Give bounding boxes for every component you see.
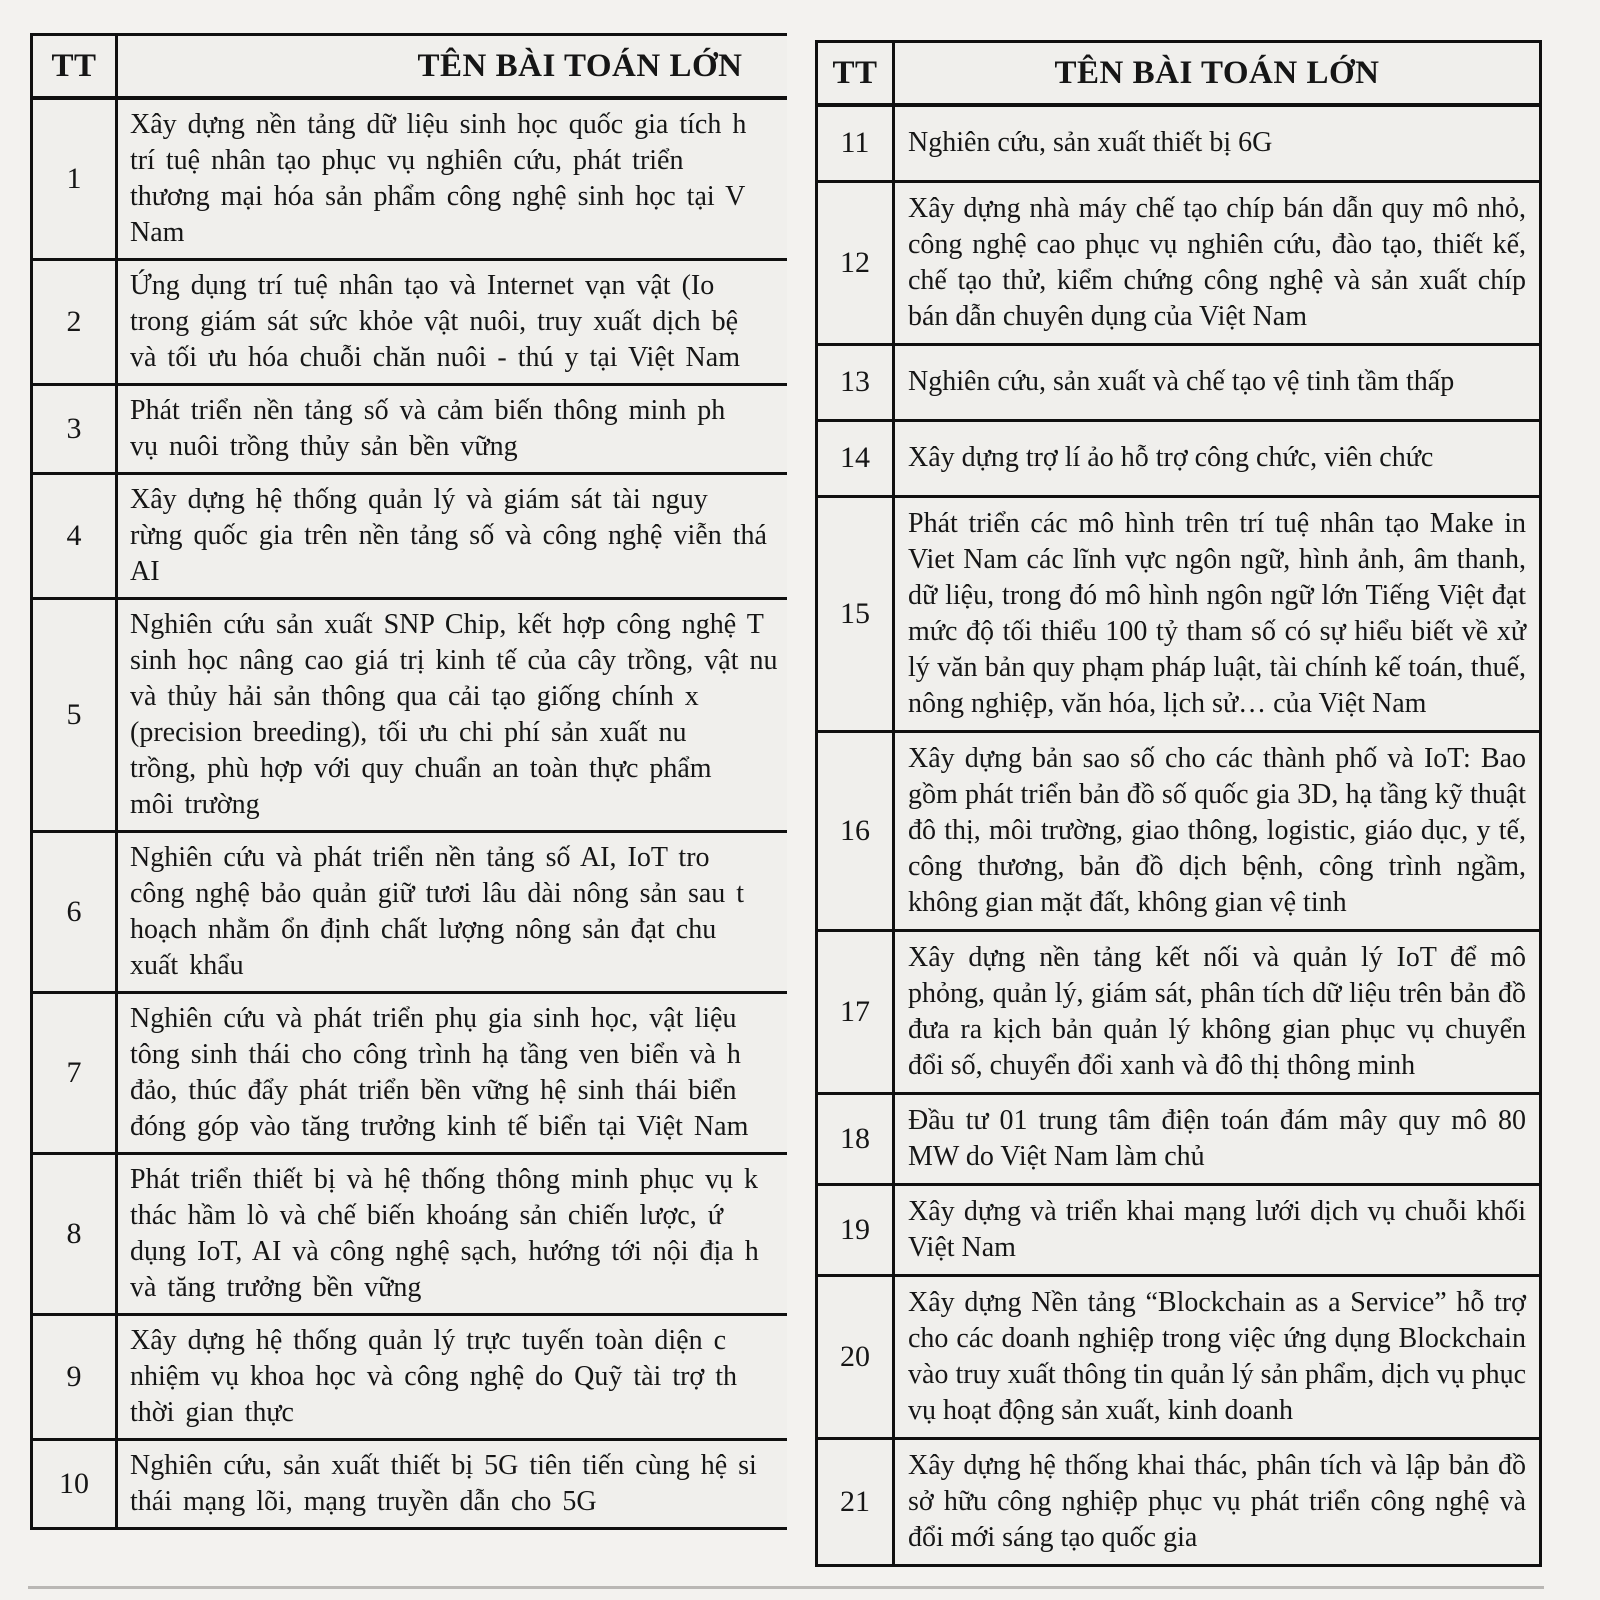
task-cell	[117, 993, 788, 1154]
col-header-tt: TT	[817, 42, 894, 106]
task-cell: Xây dựng nền tảng kết nối và quản lý IoT để mô phỏng, quản lý, giám sát, phân tích dữ liệu trên bản đồ đưa ra kịch bản quản lý không gian phục vụ chuyển đổi số, chuyển đổi xanh và đô thị thông minh	[894, 930, 1541, 1093]
row-number: 16	[817, 731, 894, 930]
table-row	[817, 181, 1541, 344]
row-number: 13	[817, 344, 894, 420]
row-number: 7	[32, 993, 117, 1154]
task-line: Nam	[130, 217, 185, 248]
task-cell	[117, 1440, 788, 1529]
problems-table-right	[815, 40, 1542, 1567]
row-number: 21	[817, 1438, 894, 1565]
task-cell	[117, 599, 788, 832]
row-number: 18	[817, 1093, 894, 1184]
table-row	[817, 105, 1541, 181]
header-row	[817, 42, 1541, 106]
task-line: Phát triển thiết bị và hệ thống thông minh phục vụ k	[130, 1164, 759, 1195]
task-line: và tối ưu hóa chuỗi chăn nuôi - thú y tại Việt Nam	[130, 342, 740, 373]
task-cell: Phát triển các mô hình trên trí tuệ nhân tạo Make in Viet Nam các lĩnh vực ngôn ngữ, hình ảnh, âm thanh, dữ liệu, trong đó mô hình ngôn ngữ lớn Tiếng Việt đạt mức độ tối thiểu 100 tỷ tham số có sự hiểu biết về xử lý văn bản quy phạm pháp luật, tài chính kế toán, thuế, nông nghiệp, văn hóa, lịch sử… của Việt Nam	[894, 496, 1541, 731]
table-row	[32, 993, 788, 1154]
task-line: Nghiên cứu và phát triển nền tảng số AI, IoT tro	[130, 842, 710, 873]
task-line: Phát triển nền tảng số và cảm biến thông minh ph	[130, 395, 726, 426]
row-number: 14	[817, 420, 894, 496]
row-number: 3	[32, 385, 117, 474]
table-row	[817, 344, 1541, 420]
task-line: trong giám sát sức khỏe vật nuôi, truy xuất dịch bệ	[130, 306, 739, 337]
row-number: 6	[32, 832, 117, 993]
task-line: và thủy hải sản thông qua cải tạo giống chính x	[130, 681, 699, 712]
table-row	[817, 1275, 1541, 1438]
row-number: 12	[817, 181, 894, 344]
task-cell	[117, 1154, 788, 1315]
task-cell: Xây dựng Nền tảng “Blockchain as a Service” hỗ trợ cho các doanh nghiệp trong việc ứng dụng Blockchain vào truy xuất thông tin quản lý sản phẩm, dịch vụ phục vụ hoạt động sản xuất, kinh doanh	[894, 1275, 1541, 1438]
task-line: Ứng dụng trí tuệ nhân tạo và Internet vạn vật (Io	[130, 270, 715, 301]
row-number: 1	[32, 98, 117, 260]
header-row	[32, 35, 788, 99]
task-cell: Nghiên cứu, sản xuất thiết bị 6G	[894, 105, 1541, 181]
row-number: 8	[32, 1154, 117, 1315]
task-line: Nghiên cứu sản xuất SNP Chip, kết hợp công nghệ T	[130, 609, 764, 640]
table-row	[32, 832, 788, 993]
row-number: 9	[32, 1315, 117, 1440]
task-line: tông sinh thái cho công trình hạ tầng ven biển và h	[130, 1039, 741, 1070]
task-cell	[117, 385, 788, 474]
task-line: trí tuệ nhân tạo phục vụ nghiên cứu, phát triển	[130, 145, 684, 176]
task-line: Nghiên cứu và phát triển phụ gia sinh học, vật liệu	[130, 1003, 737, 1034]
task-cell	[117, 474, 788, 599]
table-row	[32, 98, 788, 260]
task-line: thác hầm lò và chế biến khoáng sản chiến lược, ứ	[130, 1200, 723, 1231]
right-table-region	[815, 40, 1542, 1567]
table-row	[817, 1093, 1541, 1184]
task-line: thời gian thực	[130, 1397, 294, 1428]
table-row	[32, 260, 788, 385]
task-line: thương mại hóa sản phẩm công nghệ sinh học tại V	[130, 181, 746, 212]
divider-line	[28, 1586, 1544, 1589]
table-row	[32, 1315, 788, 1440]
left-table-region	[30, 33, 787, 1573]
task-line: công nghệ bảo quản giữ tươi lâu dài nông sản sau t	[130, 878, 745, 909]
table-row	[32, 1440, 788, 1529]
task-line: và tăng trưởng bền vững	[130, 1272, 422, 1303]
row-number: 10	[32, 1440, 117, 1529]
task-line: thái mạng lõi, mạng truyền dẫn cho 5G	[130, 1486, 597, 1517]
task-cell	[117, 260, 788, 385]
task-cell	[117, 832, 788, 993]
task-line: nhiệm vụ khoa học và công nghệ do Quỹ tài trợ th	[130, 1361, 738, 1392]
task-cell: Xây dựng trợ lí ảo hỗ trợ công chức, viên chức	[894, 420, 1541, 496]
col-header-name: TÊN BÀI TOÁN LỚN	[894, 42, 1541, 106]
table-row	[32, 1154, 788, 1315]
row-number: 11	[817, 105, 894, 181]
task-line: môi trường	[130, 789, 260, 820]
task-cell: Xây dựng hệ thống khai thác, phân tích và lập bản đồ sở hữu công nghiệp phục vụ phát triển công nghệ và đổi mới sáng tạo quốc gia	[894, 1438, 1541, 1565]
task-cell: Xây dựng nhà máy chế tạo chíp bán dẫn quy mô nhỏ, công nghệ cao phục vụ nghiên cứu, đào tạo, thiết kế, chế tạo thử, kiểm chứng công nghệ và sản xuất chíp bán dẫn chuyên dụng của Việt Nam	[894, 181, 1541, 344]
task-line: rừng quốc gia trên nền tảng số và công nghệ viễn thá	[130, 520, 767, 551]
table-row	[817, 496, 1541, 731]
task-cell	[117, 98, 788, 260]
row-number: 2	[32, 260, 117, 385]
task-line: đóng góp vào tăng trưởng kinh tế biển tại Việt Nam	[130, 1111, 749, 1142]
task-cell: Đầu tư 01 trung tâm điện toán đám mây quy mô 80 MW do Việt Nam làm chủ	[894, 1093, 1541, 1184]
task-line: AI	[130, 556, 160, 587]
task-line: trồng, phù hợp với quy chuẩn an toàn thực phẩm	[130, 753, 712, 784]
row-number: 5	[32, 599, 117, 832]
table-row	[817, 420, 1541, 496]
table-row	[32, 474, 788, 599]
row-number: 15	[817, 496, 894, 731]
task-line: Xây dựng hệ thống quản lý trực tuyến toàn diện c	[130, 1325, 726, 1356]
table-row	[32, 385, 788, 474]
task-line: dụng IoT, AI và công nghệ sạch, hướng tới nội địa h	[130, 1236, 759, 1267]
task-line: (precision breeding), tối ưu chi phí sản xuất nu	[130, 717, 687, 748]
task-cell	[117, 1315, 788, 1440]
table-row	[817, 930, 1541, 1093]
problems-table-left	[30, 33, 787, 1530]
table-row	[817, 1184, 1541, 1275]
table-row	[32, 599, 788, 832]
task-line: vụ nuôi trồng thủy sản bền vững	[130, 431, 518, 462]
task-cell: Xây dựng và triển khai mạng lưới dịch vụ chuỗi khối Việt Nam	[894, 1184, 1541, 1275]
table-row	[817, 1438, 1541, 1565]
table-row	[817, 731, 1541, 930]
task-line: Xây dựng nền tảng dữ liệu sinh học quốc gia tích h	[130, 109, 747, 140]
task-line: Nghiên cứu, sản xuất thiết bị 5G tiên tiến cùng hệ si	[130, 1450, 757, 1481]
row-number: 20	[817, 1275, 894, 1438]
task-cell: Xây dựng bản sao số cho các thành phố và IoT: Bao gồm phát triển bản đồ số quốc gia 3D, hạ tầng kỹ thuật đô thị, môi trường, giao thông, logistic, giáo dục, y tế, công thương, bản đồ dịch bệnh, công trình ngầm, không gian mặt đất, không gian vệ tinh	[894, 731, 1541, 930]
task-line: xuất khẩu	[130, 950, 244, 981]
task-cell: Nghiên cứu, sản xuất và chế tạo vệ tinh tầm thấp	[894, 344, 1541, 420]
col-header-name: TÊN BÀI TOÁN LỚN	[117, 35, 788, 99]
row-number: 4	[32, 474, 117, 599]
col-header-tt: TT	[32, 35, 117, 99]
task-line: sinh học nâng cao giá trị kinh tế của cây trồng, vật nu	[130, 645, 778, 676]
row-number: 19	[817, 1184, 894, 1275]
task-line: Xây dựng hệ thống quản lý và giám sát tài nguy	[130, 484, 708, 515]
task-line: đảo, thúc đẩy phát triển bền vững hệ sinh thái biển	[130, 1075, 737, 1106]
row-number: 17	[817, 930, 894, 1093]
task-line: hoạch nhằm ổn định chất lượng nông sản đạt chu	[130, 914, 717, 945]
